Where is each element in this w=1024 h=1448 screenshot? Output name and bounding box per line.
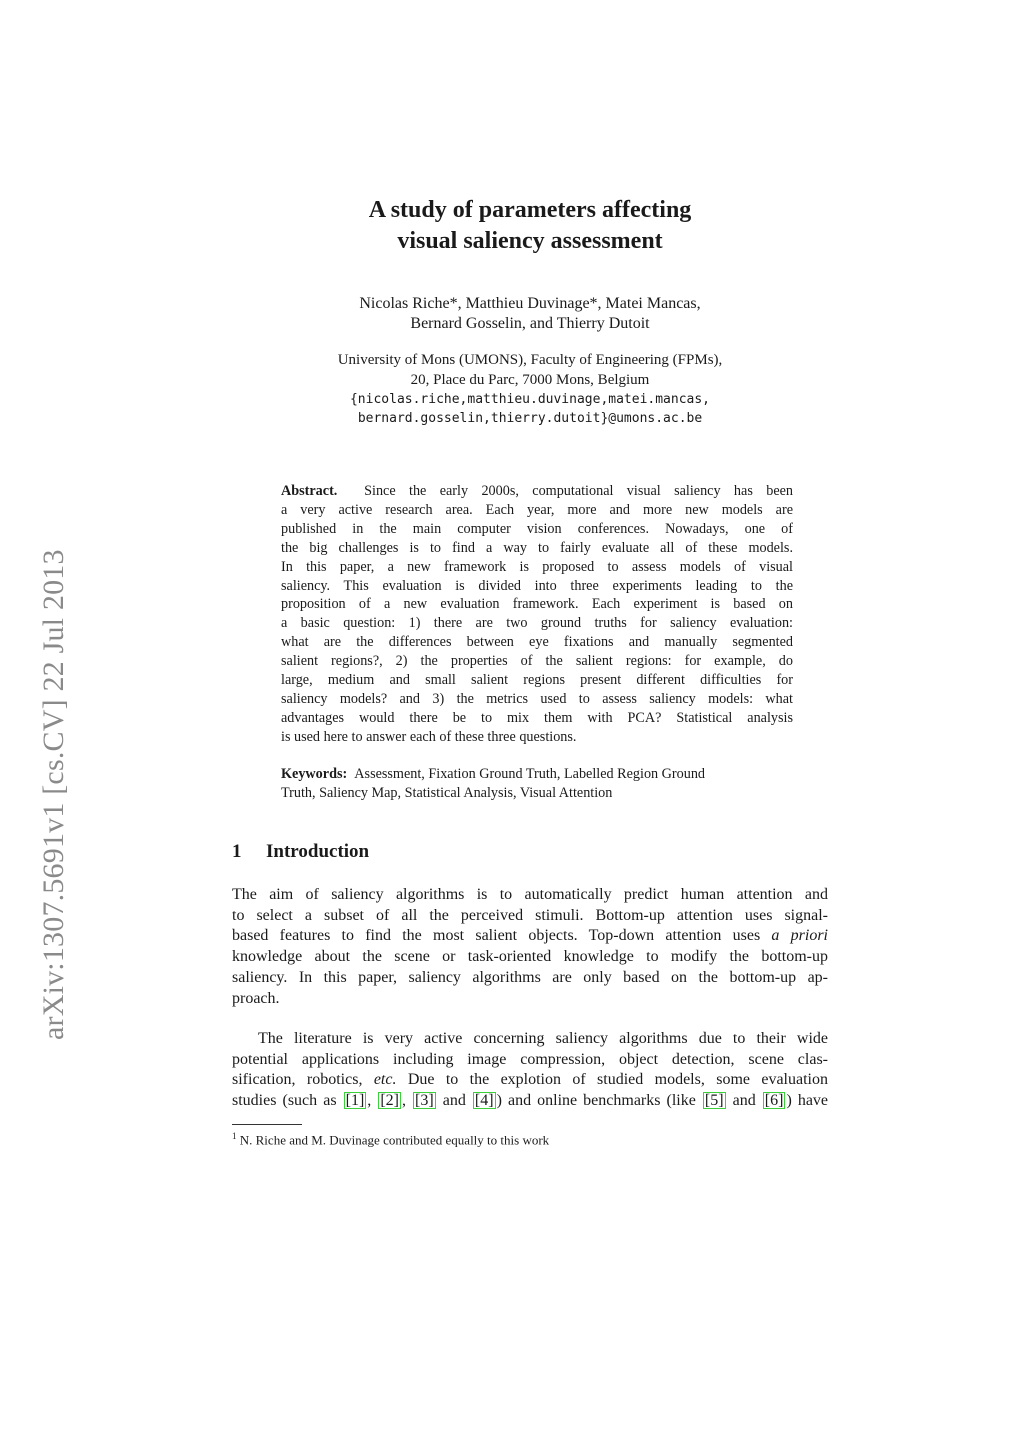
section-heading — [232, 840, 632, 864]
citation-link-3[interactable]: [3] — [415, 1092, 434, 1110]
text-run: ) have — [786, 1092, 829, 1110]
abstract-line: what are the differences between eye fixations and manually segmented — [281, 634, 793, 651]
abstract-text: Since the early 2000s, computational visual saliency has been — [364, 483, 794, 499]
citation-link-1[interactable]: [1] — [345, 1092, 365, 1110]
keywords-block — [281, 765, 793, 803]
paragraph-line: potential applications including image compression, object detection, scene clas- — [232, 1050, 828, 1068]
affiliation-line-2: 20, Place du Parc, 7000 Mons, Belgium — [410, 372, 650, 388]
section-number: 1 — [232, 841, 242, 862]
paragraph-line: to select a subset of all the perceived stimuli. Bottom-up attention uses signal- — [232, 906, 828, 924]
abstract-line: published in the main computer vision conferences. Nowadays, one of — [281, 520, 793, 537]
text-run: , — [367, 1092, 378, 1110]
text-run: studies (such as — [232, 1092, 343, 1110]
text-run: based features to find the most salient objects. Top-down attention uses — [232, 927, 772, 945]
abstract-line: is used here to answer each of these three questions. — [281, 728, 577, 745]
title-line-1: A study of parameters affecting — [368, 197, 692, 223]
text-run: and — [726, 1092, 762, 1110]
keywords-label: Keywords: — [281, 766, 348, 782]
authors-line-1: Nicolas Riche*, Matthieu Duvinage*, Matei Mancas, — [359, 295, 701, 312]
abstract-line: a very active research area. Each year, more and more new models are — [281, 501, 793, 518]
paragraph-line: saliency. In this paper, saliency algorithms are only based on the bottom-up ap- — [232, 968, 828, 986]
italic-text: a priori — [771, 927, 829, 945]
abstract-line: In this paper, a new framework is proposed to assess models of visual — [281, 558, 793, 575]
citation-link-5[interactable]: [5] — [704, 1092, 724, 1110]
footnote — [232, 1128, 828, 1148]
italic-text: etc. — [373, 1071, 397, 1089]
abstract-line: a basic question: 1) there are two ground truths for saliency evaluation: — [281, 615, 793, 632]
footnote-text: N. Riche and M. Duvinage contributed equally to this work — [236, 1132, 550, 1148]
text-run: Due to the explotion of studied models, some evaluation — [396, 1071, 828, 1089]
footnote-rule — [232, 1124, 302, 1125]
abstract-line: large, medium and small salient regions present different difficulties for — [281, 672, 793, 689]
keywords-line-2: Truth, Saliency Map, Statistical Analysis, Visual Attention — [281, 785, 613, 801]
affiliation-line-1: University of Mons (UMONS), Faculty of Engineering (FPMs), — [337, 352, 723, 368]
citation-link-2[interactable]: [2] — [380, 1092, 399, 1110]
section-title: Introduction — [266, 841, 370, 862]
keywords-line-1 — [281, 765, 793, 784]
footnote-mark: 1 — [232, 1131, 237, 1141]
abstract-line: advantages would there be to mix them with PCA? Statistical analysis — [281, 709, 793, 726]
paper-title — [232, 195, 828, 257]
abstract-line: saliency models? and 3) the metrics used to assess saliency models: what — [281, 690, 793, 707]
text-run: ) and online benchmarks (like — [496, 1092, 702, 1110]
intro-paragraph-2 — [232, 1029, 828, 1112]
title-line-2: visual saliency assessment — [397, 228, 663, 254]
author-list — [232, 294, 828, 334]
citation-link-6[interactable]: [6] — [764, 1092, 784, 1110]
text-run: and — [436, 1092, 472, 1110]
abstract-line — [281, 482, 793, 501]
abstract-line: proposition of a new evaluation framework. Each experiment is based on — [281, 596, 793, 613]
paragraph-line: The aim of saliency algorithms is to automatically predict human attention and — [232, 886, 828, 903]
intro-paragraph-1 — [232, 885, 828, 1009]
email-line-1: {nicolas.riche,matthieu.duvinage,matei.mancas, — [349, 392, 711, 407]
email-line-2: bernard.gosselin,thierry.dutoit}@umons.ac.be — [357, 411, 703, 426]
paragraph-line — [232, 1070, 828, 1091]
affiliation-block — [232, 350, 828, 428]
abstract-block — [281, 482, 793, 747]
paragraph-line: knowledge about the scene or task-oriented knowledge to modify the bottom-up — [232, 948, 828, 966]
paragraph-line — [232, 926, 828, 947]
abstract-line: salient regions?, 2) the properties of the salient regions: for example, do — [281, 653, 793, 670]
abstract-label: Abstract. — [281, 483, 338, 499]
paragraph-line: The literature is very active concerning saliency algorithms due to their wide — [258, 1030, 828, 1047]
paragraph-line — [232, 1091, 828, 1112]
abstract-line: saliency. This evaluation is divided into three experiments leading to the — [281, 577, 793, 594]
text-run: sification, robotics, — [232, 1071, 374, 1089]
abstract-line: the big challenges is to find a way to fairly evaluate all of these models. — [281, 539, 793, 556]
text-run: , — [401, 1092, 413, 1110]
paragraph-line: proach. — [232, 989, 280, 1007]
arxiv-identifier-stamp: arXiv:1307.5691v1 [cs.CV] 22 Jul 2013 — [37, 549, 70, 1040]
authors-line-2: Bernard Gosselin, and Thierry Dutoit — [410, 315, 650, 332]
citation-link-4[interactable]: [4] — [474, 1092, 494, 1110]
keywords-text: Assessment, Fixation Ground Truth, Labelled Region Ground — [354, 766, 706, 782]
